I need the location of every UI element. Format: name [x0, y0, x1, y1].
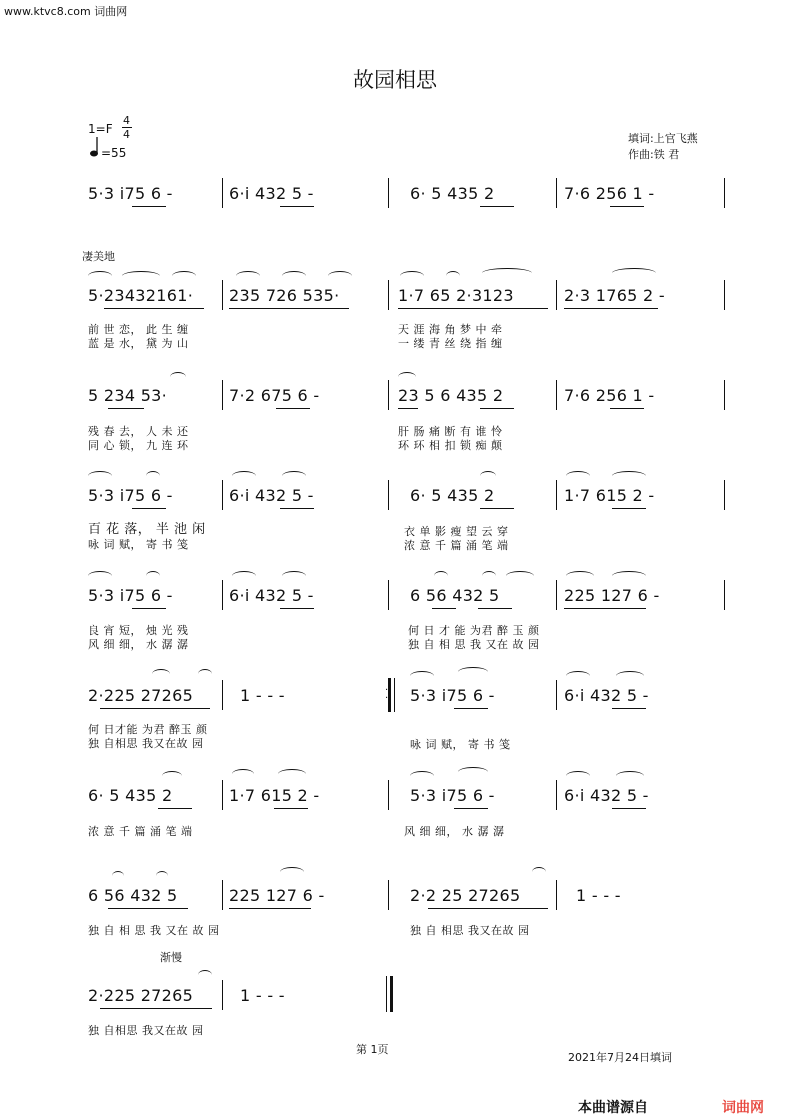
- lyric-line: 衣 单 影 瘦 望 云 穿: [404, 525, 509, 538]
- slur: [146, 571, 160, 581]
- slur: [612, 268, 656, 278]
- slur: [146, 471, 160, 481]
- slur: [88, 571, 112, 581]
- beam-underline: [132, 206, 166, 207]
- final-barline-thick: [390, 976, 393, 1012]
- page-number: 第 1页: [356, 1043, 389, 1056]
- beam-underline: [132, 608, 166, 609]
- measure-group-2: 1 - - -: [240, 986, 285, 1005]
- bar-line: [556, 880, 557, 910]
- key-signature: 1=F: [88, 122, 113, 136]
- beam-underline: [280, 608, 314, 609]
- measure-group-2: 1 - - -: [240, 686, 285, 705]
- lyric-line: 咏 词 赋， 寄 书 笺: [88, 538, 189, 551]
- beam-underline: [280, 206, 314, 207]
- repeat-start-barline: [388, 678, 391, 712]
- measure-group-1: 5 234 53·: [88, 386, 168, 405]
- quarter-note-icon: [89, 136, 100, 158]
- measure-group-3: 23 5 6 435 2: [398, 386, 504, 405]
- lyric-line: 咏 词 赋， 寄 书 笺: [410, 738, 511, 751]
- source-note: 本曲谱源自: [578, 1100, 648, 1116]
- slur: [566, 671, 590, 681]
- bar-line: [222, 980, 223, 1010]
- measure-group-2: 225 127 6 -: [229, 886, 325, 905]
- slur: [232, 571, 256, 581]
- bar-line: [388, 780, 389, 810]
- measure-group-4: 1·7 615 2 -: [564, 486, 655, 505]
- beam-underline: [432, 608, 456, 609]
- lyric-line: 环 环 相 扣 锁 痴 颠: [398, 439, 503, 452]
- beam-underline: [158, 808, 192, 809]
- lyric-line: 独 自相思 我又在故 园: [88, 737, 204, 750]
- lyric-line: 风 细 细， 水 潺 潺: [88, 638, 189, 651]
- measure-group-4: 2·3 1765 2 -: [564, 286, 665, 305]
- bar-line: [222, 280, 223, 310]
- beam-underline: [610, 206, 644, 207]
- slur: [458, 767, 488, 777]
- slur: [398, 372, 416, 382]
- slur: [232, 769, 254, 779]
- slur: [328, 271, 352, 281]
- slur: [506, 571, 534, 581]
- beam-underline: [480, 508, 514, 509]
- lyric-line: 同 心 锁， 九 连 环: [88, 439, 189, 452]
- beam-underline: [454, 708, 488, 709]
- bar-line: [388, 178, 389, 208]
- beam-underline: [612, 508, 646, 509]
- measure-group-3: 1·7 65 2·3123: [398, 286, 514, 305]
- lyric-line: 独 自相思 我又在故 园: [88, 1024, 204, 1037]
- measure-group-2: 6·i 432 5 -: [229, 184, 314, 203]
- measure-group-1: 5·3 i75 6 -: [88, 486, 173, 505]
- beam-underline: [274, 808, 308, 809]
- lyric-line: 独 自 相 思 我 又在 故 园: [88, 924, 220, 937]
- measure-group-4: 6·i 432 5 -: [564, 686, 649, 705]
- slur: [616, 671, 644, 681]
- rit-mark: 渐慢: [160, 951, 182, 964]
- measure-group-1: 5·23432161·: [88, 286, 194, 305]
- slur: [612, 471, 646, 481]
- page-title: 故园相思: [353, 68, 437, 92]
- measure-group-2: 6·i 432 5 -: [229, 586, 314, 605]
- slur: [112, 871, 124, 881]
- bar-line: [556, 580, 557, 610]
- beam-underline: [612, 708, 646, 709]
- bar-line: [556, 380, 557, 410]
- measure-group-2: 235 726 535·: [229, 286, 340, 305]
- bar-line: [388, 880, 389, 910]
- measure-group-1: 6· 5 435 2: [88, 786, 173, 805]
- beam-underline: [100, 708, 210, 709]
- measure-group-3: 5·3 i75 6 -: [410, 686, 495, 705]
- beam-underline: [398, 408, 418, 409]
- bar-line: [556, 780, 557, 810]
- lyric-line: 何 日才能 为君 醉玉 颜: [88, 723, 208, 736]
- slur: [482, 571, 496, 581]
- bar-line: [222, 580, 223, 610]
- slur: [458, 667, 488, 677]
- lyric-line: 前 世 恋， 此 生 缠: [88, 323, 189, 336]
- time-signature-top: 4: [123, 114, 130, 127]
- slur: [282, 471, 306, 481]
- bar-line: [724, 580, 725, 610]
- measure-group-1: 2·225 27265: [88, 686, 194, 705]
- bar-line: [394, 678, 395, 712]
- bar-line: [222, 680, 223, 710]
- lyric-line: 风 细 细， 水 潺 潺: [404, 825, 505, 838]
- beam-underline: [108, 908, 188, 909]
- date-note: 2021年7月24日填词: [568, 1051, 672, 1064]
- slur: [198, 669, 212, 679]
- expression-mark: 凄美地: [82, 250, 115, 263]
- slur: [410, 671, 434, 681]
- lyric-line: 肝 肠 痛 断 有 谁 怜: [398, 425, 503, 438]
- bar-line: [222, 380, 223, 410]
- slur: [566, 771, 590, 781]
- beam-underline: [428, 908, 548, 909]
- bar-line: [388, 580, 389, 610]
- slur: [172, 271, 196, 281]
- beam-underline: [480, 408, 514, 409]
- slur: [566, 471, 590, 481]
- lyric-line: 独 自 相 思 我 又在 故 园: [408, 638, 540, 651]
- bar-line: [222, 480, 223, 510]
- measure-group-3: 5·3 i75 6 -: [410, 786, 495, 805]
- beam-underline: [398, 308, 548, 309]
- lyric-line: 良 宵 短， 烛 光 残: [88, 624, 189, 637]
- measure-group-3: 2·2 25 27265: [410, 886, 521, 905]
- lyric-line: 浓 意 千 篇 涌 笔 端: [404, 539, 509, 552]
- beam-underline: [480, 206, 514, 207]
- slur: [282, 571, 306, 581]
- measure-group-1: 6 56 432 5: [88, 886, 178, 905]
- beam-underline: [132, 508, 166, 509]
- slur: [410, 771, 434, 781]
- lyric-line: 一 缕 青 丝 绕 指 缠: [398, 337, 503, 350]
- bar-line: [556, 280, 557, 310]
- beam-underline: [108, 408, 144, 409]
- beam-underline: [100, 1008, 212, 1009]
- measure-group-2: 6·i 432 5 -: [229, 486, 314, 505]
- bar-line: [724, 280, 725, 310]
- lyric-line: 残 春 去， 人 未 还: [88, 425, 189, 438]
- bar-line: [388, 280, 389, 310]
- slur: [152, 669, 170, 679]
- bar-line: [222, 780, 223, 810]
- beam-underline: [454, 808, 488, 809]
- bar-line: [556, 178, 557, 208]
- slur: [122, 271, 160, 281]
- slur: [280, 867, 304, 877]
- beam-underline: [564, 308, 658, 309]
- bar-line: [724, 480, 725, 510]
- slur: [282, 271, 306, 281]
- measure-group-3: 6· 5 435 2: [410, 184, 495, 203]
- slur: [400, 271, 424, 281]
- measure-group-2: 1·7 615 2 -: [229, 786, 320, 805]
- tempo-mark: =55: [101, 146, 127, 160]
- slur: [566, 571, 594, 581]
- slur: [156, 871, 168, 881]
- bar-line: [388, 480, 389, 510]
- final-barline-thin: [386, 976, 387, 1012]
- beam-underline: [104, 308, 204, 309]
- beam-underline: [612, 808, 646, 809]
- slur: [162, 771, 182, 781]
- slur: [480, 471, 496, 481]
- slur: [278, 769, 306, 779]
- beam-underline: [229, 908, 311, 909]
- slur: [88, 271, 112, 281]
- brand-logo[interactable]: 词曲网: [722, 1100, 764, 1116]
- measure-group-4: 6·i 432 5 -: [564, 786, 649, 805]
- bar-line: [556, 680, 557, 710]
- measure-group-4: 1 - - -: [576, 886, 621, 905]
- composer-credit: 作曲:铁 君: [628, 148, 680, 161]
- lyricist-credit: 填词:上官飞燕: [628, 132, 698, 145]
- slur: [612, 571, 646, 581]
- measure-group-1: 5·3 i75 6 -: [88, 184, 173, 203]
- measure-group-4: 7·6 256 1 -: [564, 184, 655, 203]
- lyric-line: 蓝 是 水， 黛 为 山: [88, 337, 189, 350]
- beam-underline: [610, 408, 644, 409]
- slur: [170, 372, 186, 382]
- beam-underline: [229, 308, 349, 309]
- lyric-line: 浓 意 千 篇 涌 笔 端: [88, 825, 193, 838]
- slur: [236, 271, 260, 281]
- site-header[interactable]: www.ktvc8.com 词曲网: [4, 5, 128, 18]
- lyric-line: 独 自 相思 我又在故 园: [410, 924, 530, 937]
- repeat-dots-icon: · ·: [385, 685, 389, 704]
- lyric-line: 百 花 落， 半 池 闲: [88, 522, 206, 537]
- measure-group-3: 6 56 432 5: [410, 586, 500, 605]
- slur: [88, 471, 112, 481]
- slur: [434, 571, 448, 581]
- bar-line: [556, 480, 557, 510]
- beam-underline: [276, 408, 310, 409]
- beam-underline: [280, 508, 314, 509]
- slur: [198, 970, 212, 980]
- bar-line: [222, 880, 223, 910]
- measure-group-1: 2·225 27265: [88, 986, 194, 1005]
- slur: [532, 867, 546, 877]
- slur: [616, 771, 644, 781]
- measure-group-4: 7·6 256 1 -: [564, 386, 655, 405]
- beam-underline: [564, 608, 646, 609]
- time-signature-bottom: 4: [123, 128, 130, 141]
- slur: [232, 471, 256, 481]
- bar-line: [724, 380, 725, 410]
- beam-underline: [478, 608, 512, 609]
- bar-line: [222, 178, 223, 208]
- lyric-line: 天 涯 海 角 梦 中 牵: [398, 323, 503, 336]
- lyric-line: 何 日 才 能 为君 醉 玉 颜: [408, 624, 540, 637]
- measure-group-4: 225 127 6 -: [564, 586, 660, 605]
- measure-group-1: 5·3 i75 6 -: [88, 586, 173, 605]
- bar-line: [388, 380, 389, 410]
- measure-group-3: 6· 5 435 2: [410, 486, 495, 505]
- bar-line: [724, 178, 725, 208]
- slur: [482, 268, 532, 278]
- slur: [446, 271, 460, 281]
- measure-group-2: 7·2 675 6 -: [229, 386, 320, 405]
